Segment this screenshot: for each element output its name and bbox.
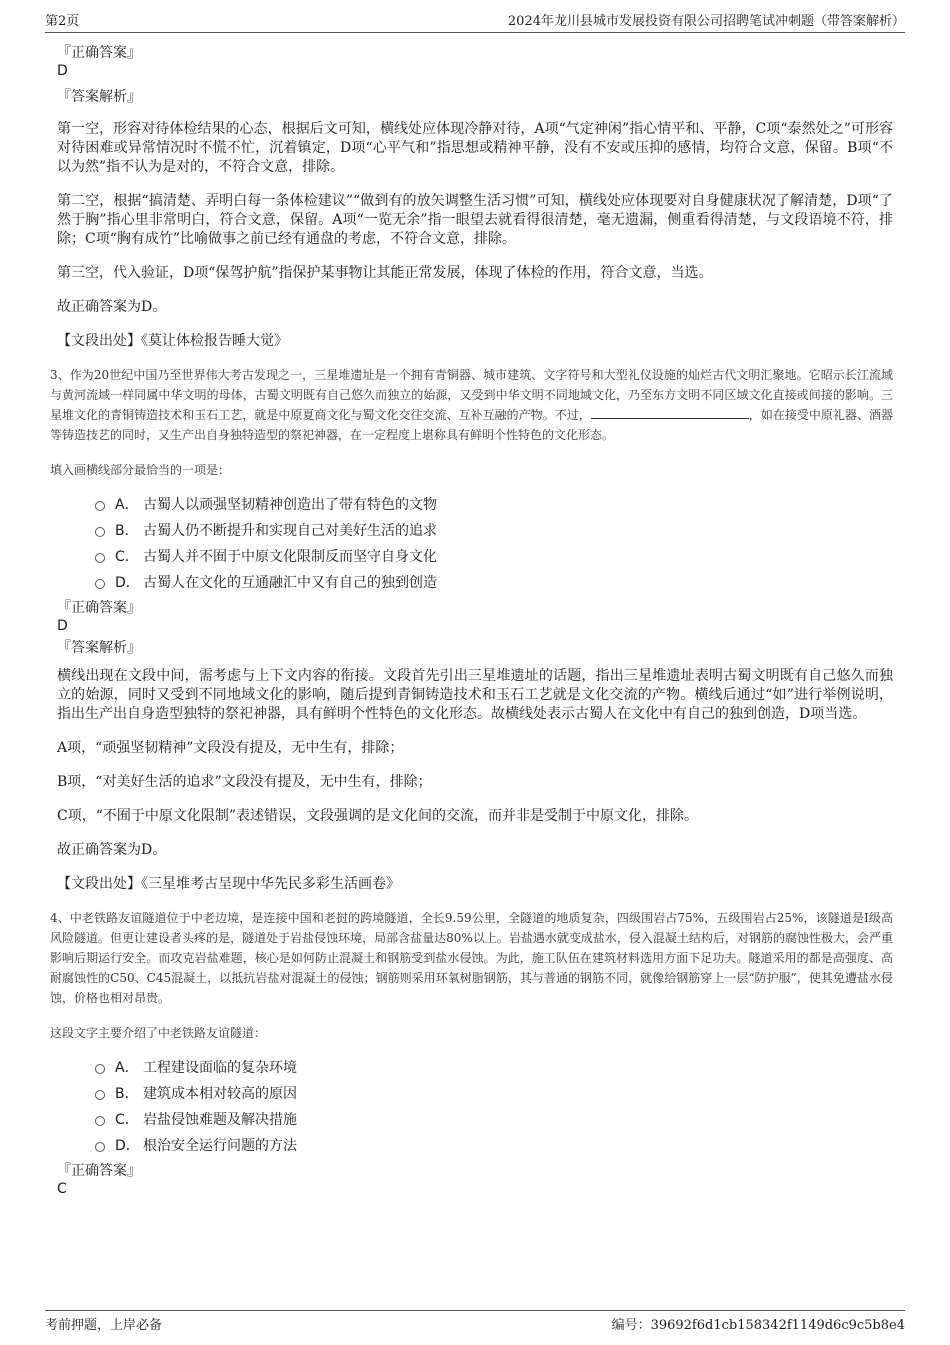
option-text: 岩盐侵蚀难题及解决措施: [143, 1112, 297, 1128]
source-citation: 【文段出处】《三星堆考古呈现中华先民多彩生活画卷》: [57, 876, 400, 892]
fill-blank-line: [591, 405, 749, 419]
option-text: 建筑成本相对较高的原因: [143, 1086, 297, 1102]
option-text: 古蜀人并不囿于中原文化限制反而坚守自身文化: [143, 549, 437, 565]
option-letter: B．: [115, 1086, 139, 1102]
analysis-paragraph: C项，“不囿于中原文化限制”表述错误，文段强调的是文化间的交流，而并非是受制于中原文化，排除。: [57, 808, 699, 824]
analysis-paragraph: 第二空，根据“搞清楚、弄明白每一条体检建议”“做到有的放矢调整生活习惯”可知，横线处应体现要对自身健康状况了解清楚，D项“了然于胸”指心里非常明白，符合文意，保留。A项“一览无余”指一眼望去就看得很清楚，毫无遗漏，侧重看得清楚，与文段语境不符，排除；C项“胸有成竹”比喻做事之前已经有通盘的考虑，不符合文意，排除。: [57, 193, 893, 247]
option-d[interactable]: [95, 1132, 893, 1158]
radio-icon[interactable]: [95, 501, 105, 511]
question-4-prompt: 这段文字主要介绍了中老铁路友谊隧道：: [50, 1026, 267, 1040]
analysis-paragraph: 横线出现在文段中间，需考虑与上下文内容的衔接。文段首先引出三星堆遗址的话题，指出三星堆遗址表明古蜀文明既有自己悠久而独立的始源，同时又受到不同地域文化的影响，随后提到青铜铸造技术和玉石工艺就是文化交流的产物。横线后通过“如”进行举例说明，指出生产出自身造型独特的祭祀神器，具有鲜明个性特色的文化形态。故横线处表示古蜀人在文化中有自己的独到创造，D项当选。: [57, 668, 893, 722]
footer-slogan: 考前押题，上岸必备: [45, 1318, 163, 1333]
answer-tag: 『正确答案』: [57, 600, 141, 616]
option-c[interactable]: [95, 543, 893, 569]
option-text: 工程建设面临的复杂环境: [143, 1060, 297, 1076]
option-letter: C．: [115, 1112, 139, 1128]
option-b[interactable]: [95, 517, 893, 543]
question-3-text-after: ，如在接受中原礼器、酒器等铸造技艺的同时，又生产出自身独特造型的祭祀神器，在一定程度上堪称具有鲜明个性特色的文化形态。: [50, 408, 893, 442]
option-text: 古蜀人在文化的互通融汇中又有自己的独到创造: [143, 575, 437, 591]
document-title: 2024年龙川县城市发展投资有限公司招聘笔试冲刺题（带答案解析）: [507, 14, 905, 29]
radio-icon[interactable]: [95, 579, 105, 589]
option-a[interactable]: [95, 1054, 893, 1080]
conclusion-paragraph: 故正确答案为D。: [57, 842, 167, 858]
document-id: 编号：39692f6d1cb158342f1149d6c9c5b8e4: [611, 1318, 905, 1333]
page-content: [50, 44, 893, 1206]
option-text: 根治安全运行问题的方法: [143, 1138, 297, 1154]
question-4-stem: 4、中老铁路友谊隧道位于中老边境，是连接中国和老挝的跨境隧道，全长9.59公里，全隧道的地质复杂，四级围岩占75%，五级围岩占25%，该隧道是Ⅰ级高风险隧道。但更让建设者头疼的是，隧道处于岩盐侵蚀环境，局部含盐量达80%以上。岩盐遇水就变成盐水，侵入混凝土结构后，对钢筋的腐蚀性极大，会严重影响后期运行安全。而攻克岩盐难题，核心是如何防止混凝土和钢筋受到盐水侵蚀。为此，施工队伍在建筑材料选用方面下足功夫。隧道采用的都是高强度、高耐腐蚀性的C50、C45混凝土，以抵抗岩盐对混凝土的侵蚀；钢筋则采用环氧树脂钢筋，其与普通的钢筋不同，就像给钢筋穿上一层“防护服”，使其免遭盐水侵蚀，价格也相对昂贵。: [50, 911, 893, 1005]
radio-icon[interactable]: [95, 1090, 105, 1100]
option-a[interactable]: [95, 491, 893, 517]
source-citation: 【文段出处】《莫让体检报告睡大觉》: [57, 333, 288, 349]
analysis-tag: 『答案解析』: [57, 640, 141, 656]
radio-icon[interactable]: [95, 1116, 105, 1126]
page-header: [45, 10, 905, 33]
option-letter: D．: [115, 1138, 140, 1154]
option-text: 古蜀人以顽强坚韧精神创造出了带有特色的文物: [143, 497, 437, 513]
analysis-paragraph: 第三空，代入验证，D项“保驾护航”指保护某事物让其能正常发展，体现了体检的作用，符合文意，当选。: [57, 265, 713, 281]
question-3-options: [95, 491, 893, 595]
option-letter: C．: [115, 549, 139, 565]
answer-letter: D: [57, 63, 68, 79]
radio-icon[interactable]: [95, 527, 105, 537]
question-3-text-before: 3、作为20世纪中国乃至世界伟大考古发现之一，三星堆遗址是一个拥有青铜器、城市建筑、文字符号和大型礼仪设施的灿烂古代文明汇聚地。它昭示长江流域与黄河流域一样同属中华文明的母体，古蜀文明既有自己悠久而独立的始源，又受到中华文明不同地域文化，乃至东方文明不同区域文化直接或间接的影响。三星堆文化的青铜铸造技术和玉石工艺，就是中原夏商文化与蜀文化交往交流、互补互融的产物。不过，: [50, 368, 893, 422]
question-4-options: [95, 1054, 893, 1158]
option-c[interactable]: [95, 1106, 893, 1132]
answer-tag: 『正确答案』: [57, 1163, 141, 1179]
option-letter: A．: [115, 497, 139, 513]
analysis-paragraph: 第一空，形容对待体检结果的心态，根据后文可知，横线处应体现冷静对待，A项“气定神闲”指心情平和、平静，C项“泰然处之”可形容对待困难或异常情况时不慌不忙，沉着镇定，D项“心平气和”指思想或精神平静，没有不安或压抑的感情，均符合文意，保留。B项“不以为然”指不认为是对的，不符合文意，排除。: [57, 121, 893, 175]
question-3-stem: [50, 365, 893, 445]
page-footer: [45, 1310, 905, 1333]
option-d[interactable]: [95, 569, 893, 595]
answer-letter: C: [57, 1181, 67, 1197]
radio-icon[interactable]: [95, 553, 105, 563]
radio-icon[interactable]: [95, 1142, 105, 1152]
option-letter: D．: [115, 575, 140, 591]
option-letter: A．: [115, 1060, 139, 1076]
page-number: 第2页: [45, 14, 80, 29]
option-b[interactable]: [95, 1080, 893, 1106]
answer-tag: 『正确答案』: [57, 45, 141, 61]
question-3-prompt: 填入画横线部分最恰当的一项是：: [50, 463, 231, 477]
analysis-paragraph: A项，“顽强坚韧精神”文段没有提及，无中生有，排除；: [57, 740, 404, 756]
conclusion-paragraph: 故正确答案为D。: [57, 299, 167, 315]
option-text: 古蜀人仍不断提升和实现自己对美好生活的追求: [143, 523, 437, 539]
answer-letter: D: [57, 618, 68, 634]
radio-icon[interactable]: [95, 1064, 105, 1074]
analysis-paragraph: B项，“对美好生活的追求”文段没有提及，无中生有，排除；: [57, 774, 432, 790]
option-letter: B．: [115, 523, 139, 539]
analysis-tag: 『答案解析』: [57, 89, 141, 105]
